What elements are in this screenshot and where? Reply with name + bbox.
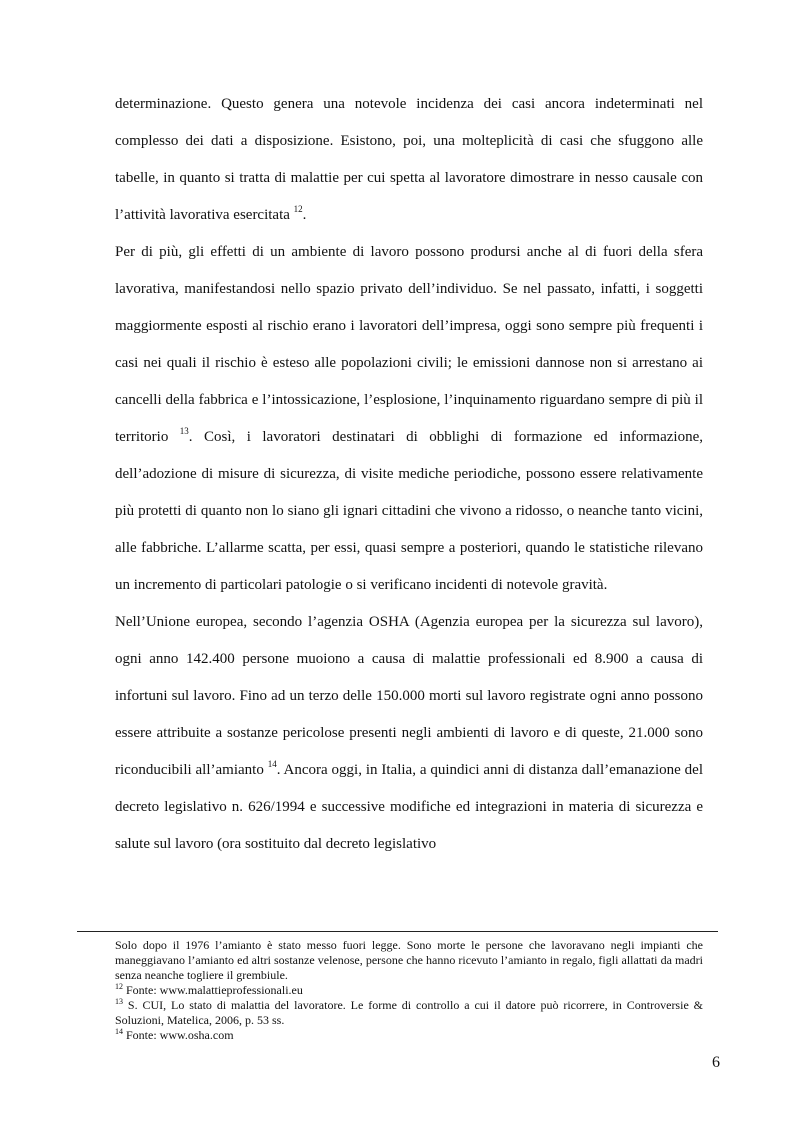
- paragraph-1-text: determinazione. Questo genera una notevole incidenza dei casi ancora indeterminati nel complesso dei dati a disposizione. Esistono, poi, una molteplicità di casi che sfuggono alle tabelle, in quanto si tratta di malattie per cui spetta al lavoratore dimostrare in nesso causale con l’attività lavorativa esercitata: [115, 96, 703, 223]
- footnote-text: Fonte: www.osha.com: [123, 1028, 234, 1042]
- footnote-text: Fonte: www.malattieprofessionali.eu: [123, 983, 303, 997]
- footnote-12: [115, 983, 703, 998]
- paragraph-3-text-b: . Ancora oggi, in Italia, a quindici anni di distanza dall’emanazione del decreto legislativo n. 626/1994 e successive modifiche ed integrazioni in materia di sicurezza e salute sul lavoro (ora sostituito dal decreto legislativo: [115, 762, 703, 852]
- footnote-13: [115, 998, 703, 1028]
- footnote-ref-12[interactable]: 12: [293, 204, 303, 214]
- footnote-14: [115, 1028, 703, 1043]
- paragraph-2: [115, 234, 703, 604]
- footnote-number: 13: [115, 997, 123, 1006]
- paragraph-3: [115, 604, 703, 863]
- footnote-separator: [77, 931, 718, 932]
- paragraph-3-text-a: Nell’Unione europea, secondo l’agenzia OSHA (Agenzia europea per la sicurezza sul lavoro), ogni anno 142.400 persone muoiono a causa di malattie professionali ed 8.900 a causa di infortuni sul lavoro. Fino ad un terzo delle 150.000 morti sul lavoro registrate ogni anno possono essere attribuite a sostanze pericolose presenti negli ambienti di lavoro e di queste, 21.000 sono riconducibili all’amianto: [115, 614, 703, 778]
- footnotes: [115, 938, 703, 1043]
- paragraph-2-text-a: Per di più, gli effetti di un ambiente di lavoro possono prodursi anche al di fuori della sfera lavorativa, manifestandosi nello spazio privato dell’individuo. Se nel passato, infatti, i soggetti maggiormente esposti al rischio erano i lavoratori dell’impresa, oggi sono sempre più frequenti i casi nei quali il rischio è esteso alle popolazioni civili; le emissioni dannose non si arrestano ai cancelli della fabbrica e l’intossicazione, l’esplosione, l’inquinamento riguardano sempre di più il territorio: [115, 244, 703, 445]
- footnote-number: 14: [115, 1027, 123, 1036]
- page-number: 6: [712, 1054, 720, 1071]
- paragraph-1: [115, 86, 703, 234]
- footnote-ref-14[interactable]: 14: [267, 759, 277, 769]
- footnote-number: 12: [115, 982, 123, 991]
- paragraph-1-tail: .: [302, 207, 307, 223]
- paragraph-2-text-b: . Così, i lavoratori destinatari di obblighi di formazione ed informazione, dell’adozione di misure di sicurezza, di visite mediche periodiche, possono essere relativamente più protetti di quanto non lo siano gli ignari cittadini che vivono a ridosso, o neanche tanto vicini, alle fabbriche. L’allarme scatta, per essi, quasi sempre a posteriori, quando le statistiche rilevano un incremento di particolari patologie o si verificano incidenti di notevole gravità.: [115, 429, 703, 593]
- footnote-continued: Solo dopo il 1976 l’amianto è stato messo fuori legge. Sono morte le persone che lavoravano negli impianti che maneggiavano l’amianto ed altri sostanze velenose, persone che hanno ricevuto l’amianto in regalo, figli allattati da madri senza neanche togliere il grembiule.: [115, 938, 703, 982]
- footnote-ref-13[interactable]: 13: [179, 426, 189, 436]
- footnote-text: S. CUI, Lo stato di malattia del lavoratore. Le forme di controllo a cui il datore può ricorrere, in Controversie & Soluzioni, Matelica, 2006, p. 53 ss.: [115, 998, 703, 1027]
- body-text: [115, 86, 703, 863]
